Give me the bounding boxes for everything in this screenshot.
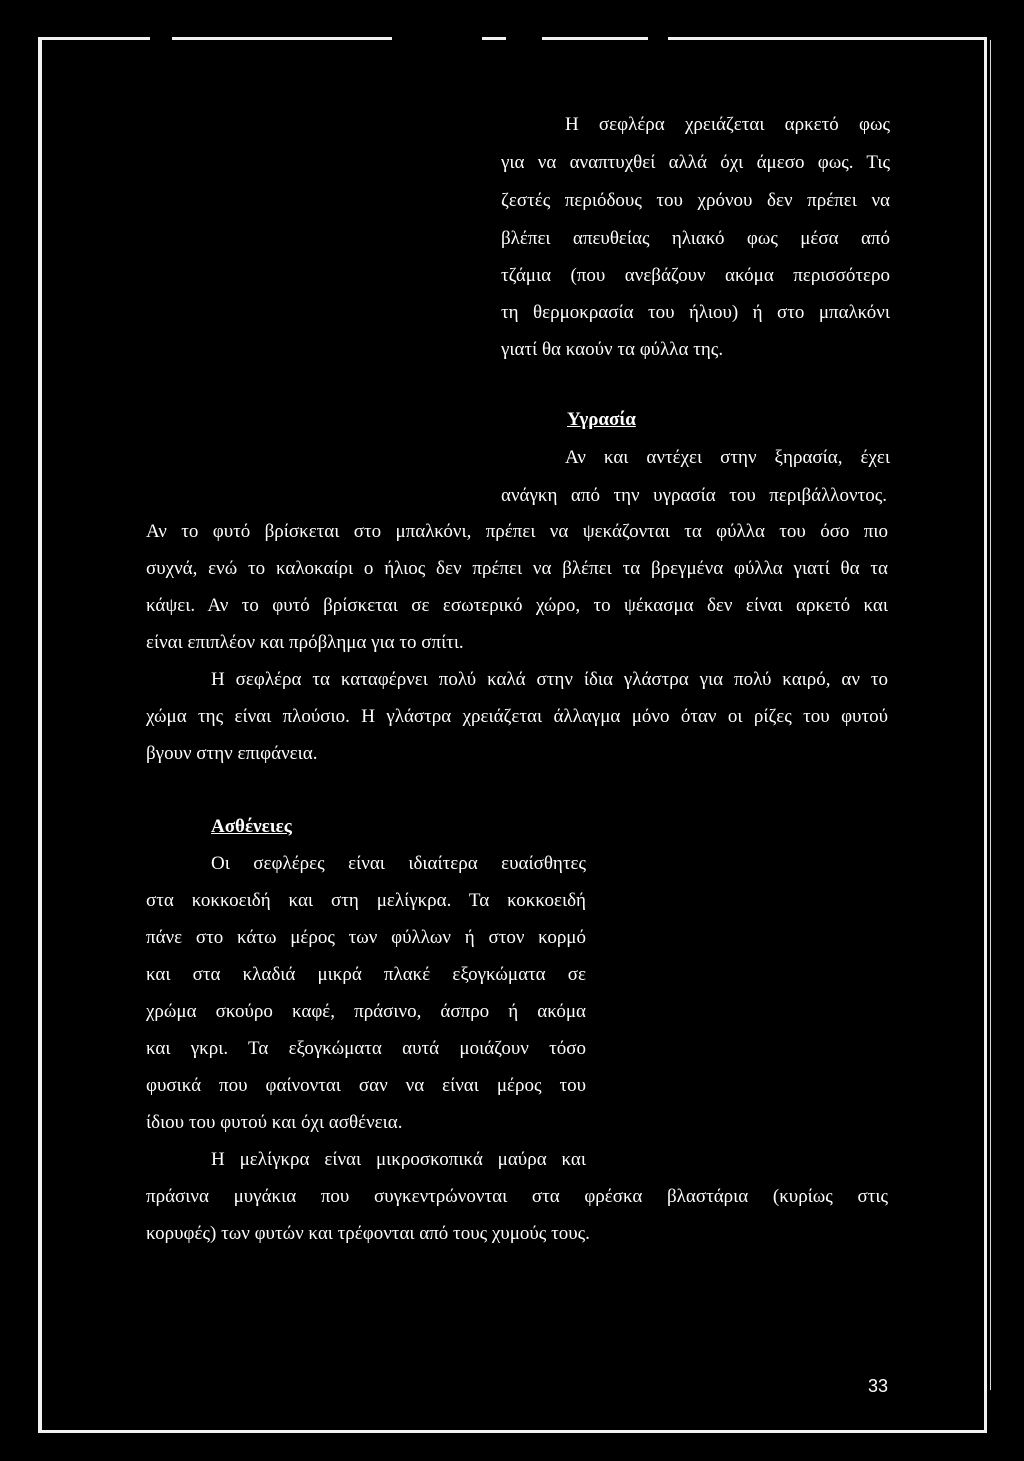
diseases-paragraph-line: στα κοκκοειδή και στη μελίγκρα. Τα κοκκοειδή: [146, 890, 586, 911]
frame-top-gap: [150, 36, 172, 41]
frame-left-rule: [38, 37, 42, 1433]
diseases-paragraph-line: και γκρι. Τα εξογκώματα αυτά μοιάζουν τόσο: [146, 1038, 586, 1059]
humidity-heading: Υγρασία: [567, 409, 636, 430]
light-paragraph-line: ζεστές περιόδους του χρόνου δεν πρέπει να: [501, 190, 890, 211]
page-number: 33: [868, 1376, 889, 1396]
humidity-paragraph-line: συχνά, ενώ το καλοκαίρι ο ήλιος δεν πρέπει να βλέπει τα βρεγμένα φύλλα γιατί θα τα: [146, 558, 888, 579]
frame-top-gap: [392, 36, 482, 41]
diseases-paragraph-line: και στα κλαδιά μικρά πλακέ εξογκώματα σε: [146, 964, 586, 985]
frame-bottom-rule: [38, 1430, 987, 1433]
humidity-paragraph-line: βγουν στην επιφάνεια.: [146, 743, 318, 764]
diseases-paragraph-line: Η μελίγκρα είναι μικροσκοπικά μαύρα και: [211, 1149, 586, 1170]
diseases-paragraph-line: Οι σεφλέρες είναι ιδιαίτερα ευαίσθητες: [211, 853, 586, 874]
diseases-heading: Ασθένειες: [211, 816, 292, 837]
humidity-paragraph-line: κάψει. Αν το φυτό βρίσκεται σε εσωτερικό χώρο, το ψέκασμα δεν είναι αρκετό και: [146, 595, 888, 616]
frame-right-rule: [984, 37, 987, 1433]
light-paragraph-line: τη θερμοκρασία του ήλιου) ή στο μπαλκόνι: [501, 302, 890, 323]
light-paragraph-line: για να αναπτυχθεί αλλά όχι άμεσο φως. Τις: [501, 152, 890, 173]
frame-top-gap: [648, 36, 668, 41]
humidity-paragraph-line: Αν και αντέχει στην ξηρασία, έχει: [565, 447, 890, 468]
diseases-paragraph-line: πάνε στο κάτω μέρος των φύλλων ή στον κορμό: [146, 927, 586, 948]
diseases-paragraph-line: πράσινα μυγάκια που συγκεντρώνονται στα φρέσκα βλαστάρια (κυρίως στις: [146, 1186, 888, 1207]
light-paragraph-line: Η σεφλέρα χρειάζεται αρκετό φως: [565, 114, 890, 135]
frame-top-gap: [506, 36, 542, 41]
diseases-paragraph-line: κορυφές) των φυτών και τρέφονται από τους χυμούς τους.: [146, 1223, 590, 1244]
diseases-paragraph-line: ίδιου του φυτού και όχι ασθένεια.: [146, 1112, 403, 1133]
diseases-paragraph-line: χρώμα σκούρο καφέ, πράσινο, άσπρο ή ακόμα: [146, 1001, 586, 1022]
light-paragraph-line: βλέπει απευθείας ηλιακό φως μέσα από: [501, 228, 890, 249]
diseases-paragraph-line: φυσικά που φαίνονται σαν να είναι μέρος του: [146, 1075, 586, 1096]
humidity-paragraph-line: χώμα της είναι πλούσιο. Η γλάστρα χρειάζεται άλλαγμα μόνο όταν οι ρίζες του φυτού: [146, 706, 888, 727]
humidity-paragraph-line: Η σεφλέρα τα καταφέρνει πολύ καλά στην ίδια γλάστρα για πολύ καιρό, αν το: [211, 669, 888, 690]
light-paragraph-line: τζάμια (που ανεβάζουν ακόμα περισσότερο: [501, 265, 890, 286]
humidity-paragraph-line: ανάγκη από την υγρασία του περιβάλλοντος.: [501, 485, 887, 506]
light-paragraph-line: γιατί θα καούν τα φύλλα της.: [501, 339, 724, 360]
humidity-paragraph-line: είναι επιπλέον και πρόβλημα για το σπίτι.: [146, 632, 464, 653]
humidity-paragraph-line: Αν το φυτό βρίσκεται στο μπαλκόνι, πρέπει να ψεκάζονται τα φύλλα του όσο πιο: [146, 521, 888, 542]
frame-side-thin-rule: [990, 40, 991, 1390]
